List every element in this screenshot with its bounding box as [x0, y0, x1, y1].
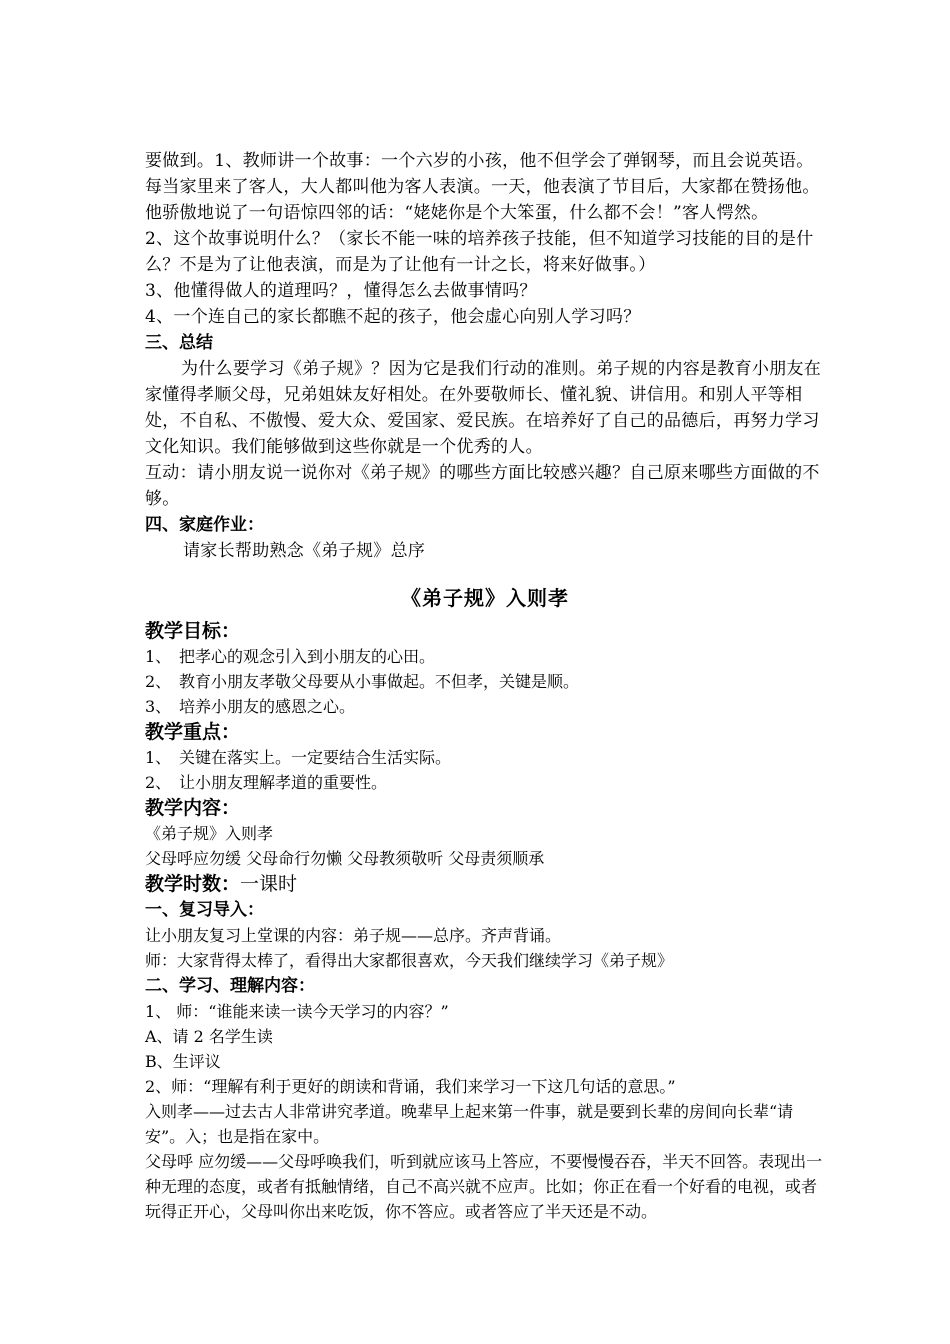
summary-paragraph: 为什么要学习《弟子规》？因为它是我们行动的准则。弟子规的内容是教育小朋友在家懂得孝顺父母，兄弟姐妹友好相处。在外要敬师长、懂礼貌、讲信用。和别人平等相处，不自私、不傲慢、爱大众、爱国家、爱民族。在培养好了自己的品德后，再努力学习文化知识。我们能够做到这些你就是一个优秀的人。	[145, 359, 822, 457]
interaction-paragraph: 互动：请小朋友说一说你对《弟子规》的哪些方面比较感兴趣？自己原来哪些方面做的不够。	[145, 463, 820, 509]
content-heading: 教学内容：	[145, 797, 241, 819]
document-page	[145, 148, 825, 1224]
question-4: 4、一个连自己的家长都瞧不起的孩子，他会虚心向别人学习吗？	[145, 307, 641, 327]
homework-text: 请家长帮助熟念《弟子规》总序	[183, 541, 426, 561]
explain-paragraph: 入则孝——过去古人非常讲究孝道。晚辈早上起来第一件事，就是要到长辈的房间向长辈“请安”。入；也是指在家中。	[145, 1102, 794, 1146]
learn-heading: 二、学习、理解内容：	[145, 976, 315, 996]
focus-heading: 教学重点：	[145, 721, 241, 743]
focus-item: 1、 关键在落实上。一定要结合生活实际。	[145, 748, 452, 767]
goal-item: 1、 把孝心的观念引入到小朋友的心田。	[145, 647, 436, 666]
content-line: 《弟子规》入则孝	[145, 824, 274, 843]
question-3: 3、他懂得做人的道理吗？，懂得怎么去做事情吗？	[145, 281, 537, 301]
lesson-title: 《弟子规》入则孝	[401, 586, 569, 610]
section-homework-heading: 四、家庭作业：	[145, 515, 264, 535]
goal-item: 3、 培养小朋友的感恩之心。	[145, 697, 356, 716]
content-line: 父母呼应勿缓 父母命行勿懒 父母教须敬听 父母责须顺承	[145, 849, 545, 868]
learn-line: 1、 师：“谁能来读一读今天学习的内容？”	[145, 1002, 449, 1021]
learn-line: A、请 2 名学生读	[145, 1027, 273, 1046]
goals-heading: 教学目标：	[145, 620, 241, 642]
question-2: 2、这个故事说明什么？（家长不能一味的培养孩子技能，但不知道学习技能的目的是什么？不是为了让他表演，而是为了让他有一计之长，将来好做事。）	[145, 229, 814, 275]
hours-line	[145, 871, 825, 897]
focus-item: 2、 让小朋友理解孝道的重要性。	[145, 773, 388, 792]
explain-paragraph: 父母呼 应勿缓——父母呼唤我们，听到就应该马上答应，不要慢慢吞吞，半天不回答。表现出一种无理的态度，或者有抵触情绪，自己不高兴就不应声。比如；你正在看一个好看的电视，或者玩得正开心，父母叫你出来吃饭，你不答应。或者答应了半天还是不动。	[145, 1152, 823, 1221]
learn-line: 2、师：“理解有利于更好的朗读和背诵，我们来学习一下这几句话的意思。”	[145, 1077, 676, 1096]
review-line: 师：大家背得太棒了，看得出大家都很喜欢，今天我们继续学习《弟子规》	[145, 951, 674, 970]
section-summary-heading: 三、总结	[145, 333, 213, 353]
review-line: 让小朋友复习上堂课的内容：弟子规——总序。齐声背诵。	[145, 926, 562, 945]
story-paragraph: 要做到。1、教师讲一个故事：一个六岁的小孩，他不但学会了弹钢琴，而且会说英语。每当家里来了客人，大人都叫他为客人表演。一天，他表演了节目后，大家都在赞扬他。他骄傲地说了一句语惊四邻的话：“姥姥你是个大笨蛋，什么都不会！”客人愕然。	[145, 151, 820, 223]
hours-heading: 教学时数：	[145, 873, 241, 895]
goal-item: 2、 教育小朋友孝敬父母要从小事做起。不但孝，关键是顺。	[145, 672, 580, 691]
learn-line: B、生评议	[145, 1052, 221, 1071]
hours-value: 一课时	[240, 873, 298, 895]
review-heading: 一、复习导入：	[145, 900, 264, 920]
